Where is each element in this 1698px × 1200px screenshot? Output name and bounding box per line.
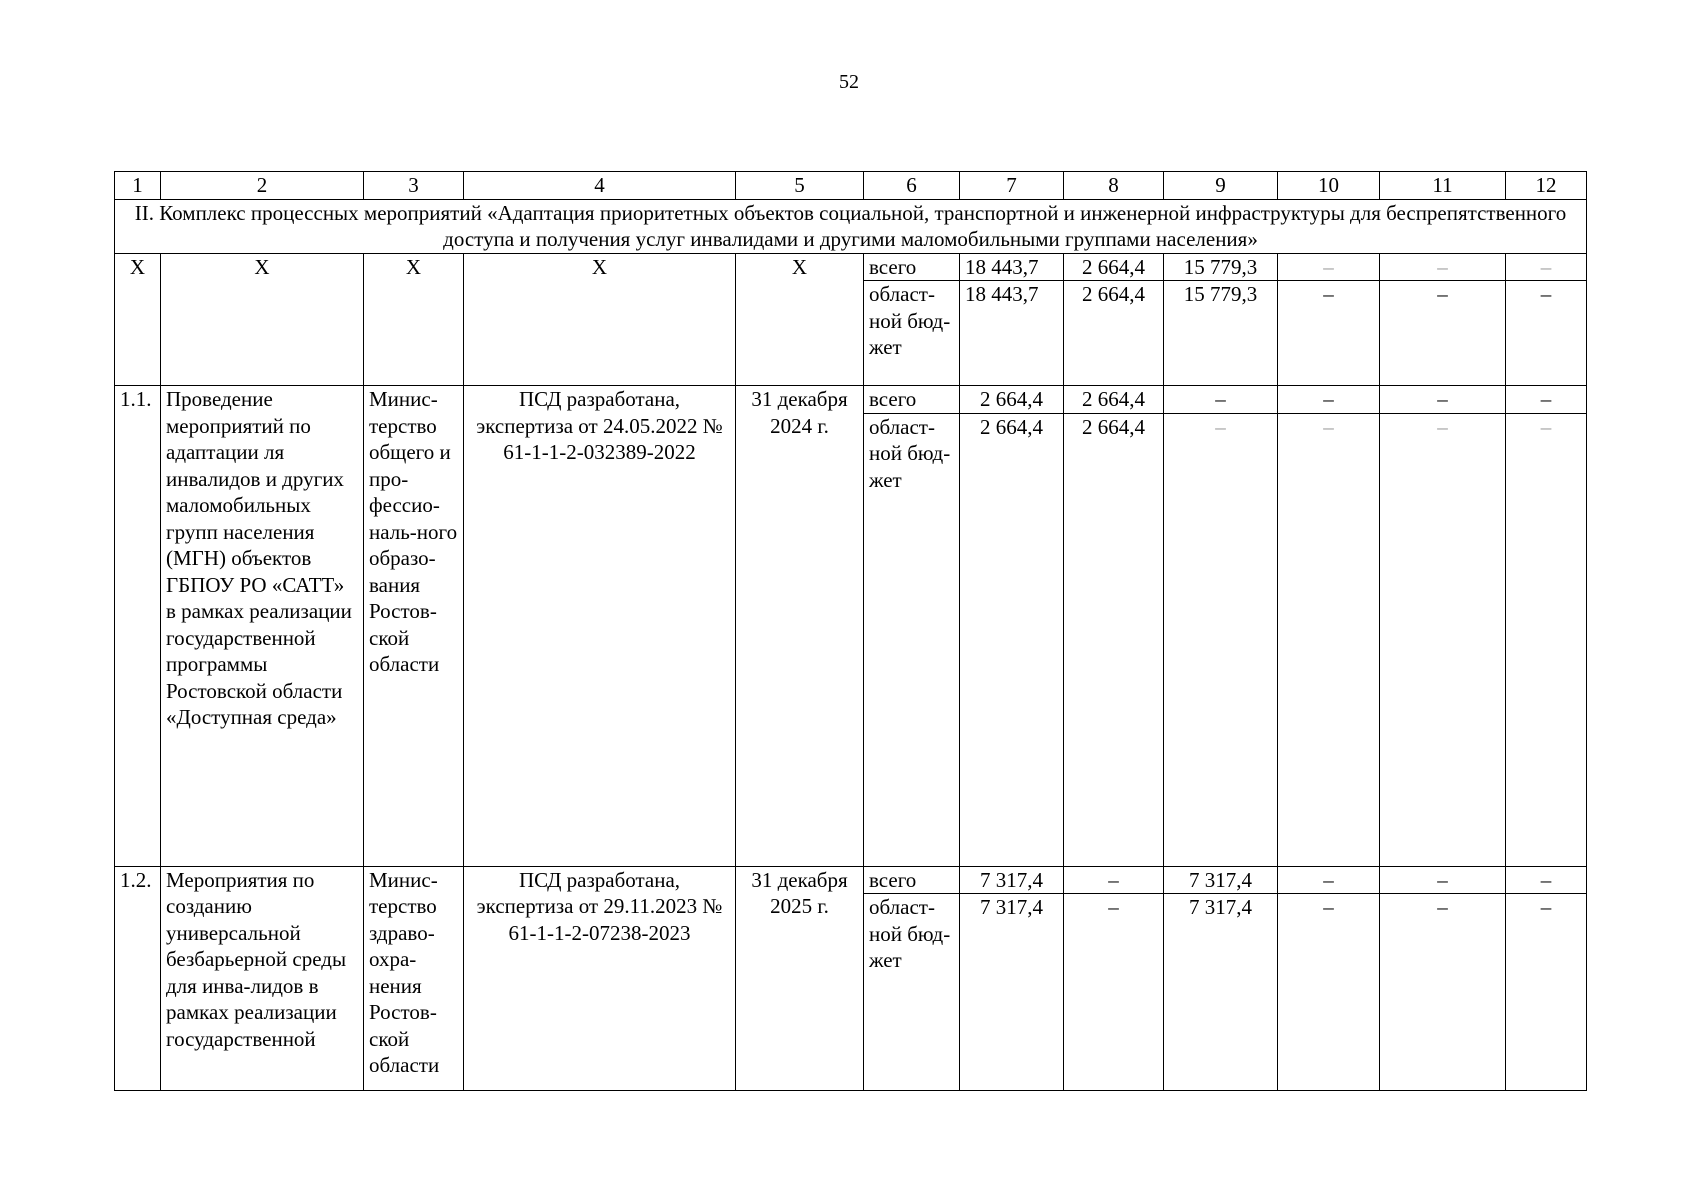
amount-cell: –	[1278, 253, 1380, 281]
amount-cell: –	[1506, 253, 1587, 281]
amount-cell: –	[1278, 386, 1380, 414]
amount-cell: –	[1278, 413, 1380, 866]
amount-cell: –	[1164, 413, 1278, 866]
amount-cell: 7 317,4	[960, 866, 1064, 894]
column-number: 6	[864, 172, 960, 200]
column-number: 12	[1506, 172, 1587, 200]
amount-cell: –	[1064, 894, 1164, 1091]
funding-source: област-ной бюд-жет	[864, 281, 960, 386]
item-result: ПСД разработана, экспертиза от 29.11.2023 № 61-1-1-2-07238-2023	[464, 866, 736, 1091]
amount-cell: –	[1506, 894, 1587, 1091]
total-mark: X	[736, 253, 864, 386]
amount-cell: –	[1380, 413, 1506, 866]
item-result: ПСД разработана, экспертиза от 24.05.2022 № 61-1-1-2-032389-2022	[464, 386, 736, 867]
amount-cell: 2 664,4	[960, 386, 1064, 414]
total-mark: X	[161, 253, 364, 386]
amount-cell: –	[1506, 866, 1587, 894]
column-number: 9	[1164, 172, 1278, 200]
amount-cell: –	[1380, 253, 1506, 281]
program-table	[114, 171, 1587, 1091]
column-number-row	[115, 172, 1587, 200]
column-number: 11	[1380, 172, 1506, 200]
amount-cell: –	[1164, 386, 1278, 414]
amount-cell: 2 664,4	[1064, 386, 1164, 414]
column-number: 10	[1278, 172, 1380, 200]
amount-cell: –	[1380, 894, 1506, 1091]
table-row	[115, 866, 1587, 894]
amount-cell: –	[1506, 281, 1587, 386]
amount-cell: 7 317,4	[1164, 866, 1278, 894]
amount-cell: 15 779,3	[1164, 253, 1278, 281]
amount-cell: 2 664,4	[1064, 413, 1164, 866]
amount-cell: –	[1278, 281, 1380, 386]
item-name: Мероприятия по созданию универсальной безбарьерной среды для инва-лидов в рамках реализации государственной	[161, 866, 364, 1091]
total-mark: X	[115, 253, 161, 386]
column-number: 3	[364, 172, 464, 200]
funding-source: област-ной бюд-жет	[864, 894, 960, 1091]
item-deadline: 31 декабря 2024 г.	[736, 386, 864, 867]
amount-cell: 7 317,4	[960, 894, 1064, 1091]
amount-cell: 7 317,4	[1164, 894, 1278, 1091]
column-number: 2	[161, 172, 364, 200]
item-executor: Минис-терство здраво-охра-нения Ростов-ской области	[364, 866, 464, 1091]
amount-cell: –	[1380, 866, 1506, 894]
item-name: Проведение мероприятий по адаптации ля инвалидов и других маломобильных групп населения (МГН) объектов ГБПОУ РО «САТТ» в рамках реализации государственной программы Ростовской области «Доступная среда»	[161, 386, 364, 867]
column-number: 4	[464, 172, 736, 200]
funding-source: всего	[864, 386, 960, 414]
total-mark: X	[364, 253, 464, 386]
column-number: 5	[736, 172, 864, 200]
funding-source: всего	[864, 253, 960, 281]
section-title: II. Комплекс процессных мероприятий «Адаптация приоритетных объектов социальной, транспортной и инженерной инфраструктуры для беспрепятственного доступа и получения услуг инвалидами и другими маломобильными группами населения»	[115, 199, 1587, 253]
amount-cell: –	[1506, 413, 1587, 866]
funding-source: всего	[864, 866, 960, 894]
column-number: 1	[115, 172, 161, 200]
section-row	[115, 199, 1587, 253]
amount-cell: 18 443,7	[960, 281, 1064, 386]
page-number: 52	[839, 71, 859, 93]
amount-cell: –	[1380, 281, 1506, 386]
amount-cell: –	[1278, 894, 1380, 1091]
funding-source: област-ной бюд-жет	[864, 413, 960, 866]
amount-cell: –	[1064, 866, 1164, 894]
amount-cell: –	[1278, 866, 1380, 894]
item-deadline: 31 декабря 2025 г.	[736, 866, 864, 1091]
column-number: 8	[1064, 172, 1164, 200]
column-number: 7	[960, 172, 1064, 200]
amount-cell: 18 443,7	[960, 253, 1064, 281]
amount-cell: –	[1506, 386, 1587, 414]
item-number: 1.1.	[115, 386, 161, 867]
table-row	[115, 386, 1587, 414]
item-number: 1.2.	[115, 866, 161, 1091]
amount-cell: 2 664,4	[960, 413, 1064, 866]
amount-cell: 2 664,4	[1064, 253, 1164, 281]
item-executor: Минис-терство общего и про-фессио-наль-ного образо-вания Ростов-ской области	[364, 386, 464, 867]
table-row	[115, 253, 1587, 281]
amount-cell: –	[1380, 386, 1506, 414]
amount-cell: 15 779,3	[1164, 281, 1278, 386]
total-mark: X	[464, 253, 736, 386]
amount-cell: 2 664,4	[1064, 281, 1164, 386]
